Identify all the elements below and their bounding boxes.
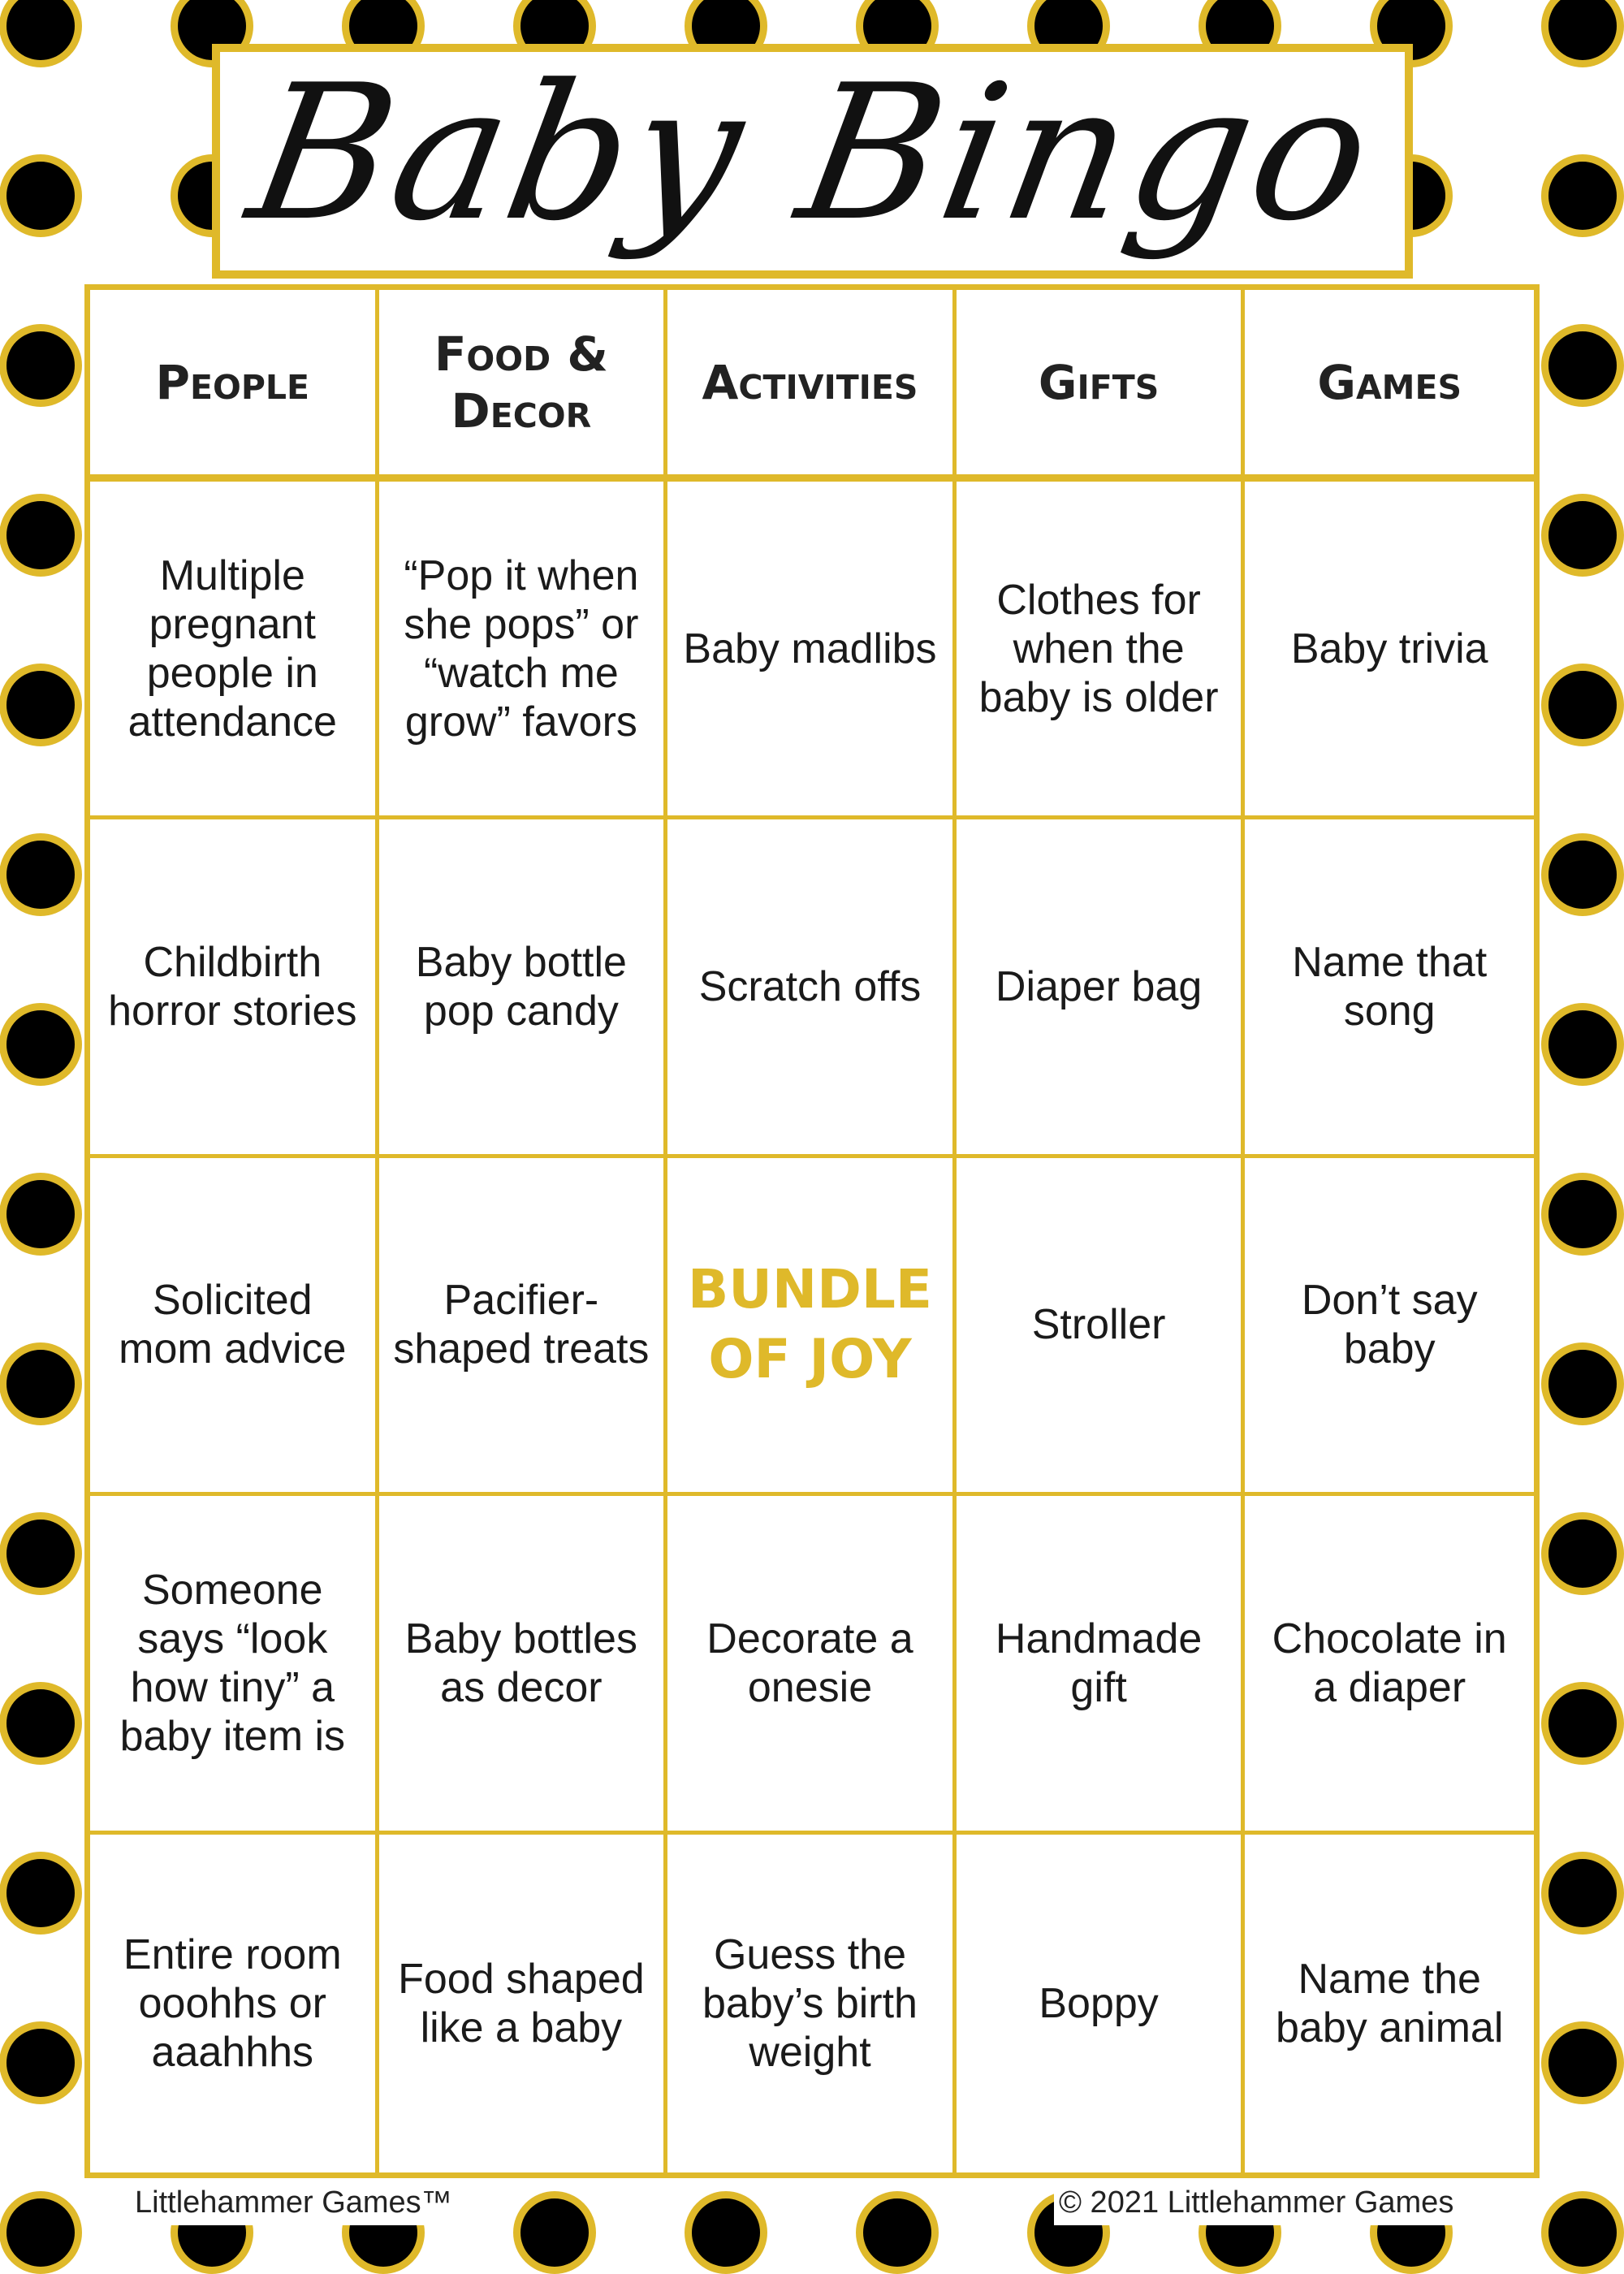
polka-dot (0, 1003, 82, 1086)
bingo-cell[interactable]: Baby bottles as decor (379, 1496, 668, 1834)
polka-dot (1541, 154, 1624, 237)
polka-dot (1541, 1852, 1624, 1935)
polka-dot (1541, 1512, 1624, 1595)
polka-dot (0, 664, 82, 746)
column-header-games: Games (1245, 290, 1534, 482)
bingo-cell[interactable]: Boppy (957, 1835, 1246, 2172)
polka-dot (1541, 1173, 1624, 1256)
polka-dot (0, 1342, 82, 1425)
polka-dot (685, 2191, 767, 2274)
bingo-cell[interactable]: Name the baby animal (1276, 1955, 1504, 2051)
bingo-cell[interactable]: Baby bottle pop candy (379, 819, 668, 1157)
bingo-cell[interactable]: Food shaped like a baby (379, 1835, 668, 2172)
bingo-cell[interactable]: Guess the baby’s birth weight (667, 1835, 957, 2172)
bingo-cell[interactable]: Don’t say baby (1245, 1158, 1534, 1496)
polka-dot (1541, 664, 1624, 746)
polka-dot (1541, 1003, 1624, 1086)
bingo-cell[interactable]: Diaper bag (957, 819, 1246, 1157)
bingo-cell[interactable]: Decorate a onesie (667, 1496, 957, 1834)
polka-dot (0, 1173, 82, 1256)
polka-dot (0, 1682, 82, 1765)
column-header-people: People (90, 290, 379, 482)
bingo-cell[interactable]: Stroller (957, 1158, 1246, 1496)
polka-dot (0, 0, 82, 67)
column-header-activities: Activities (667, 290, 957, 482)
polka-dot (856, 2191, 939, 2274)
bingo-cell[interactable]: Entire room ooohhs or aaahhhs (90, 1835, 379, 2172)
bingo-cell[interactable]: Pacifier-shaped treats (379, 1158, 668, 1496)
footer-brand: Littlehammer Games™ (130, 2180, 457, 2225)
polka-dot (1541, 2021, 1624, 2104)
bingo-cell[interactable]: Chocolate in a diaper (1245, 1496, 1534, 1834)
bingo-cell[interactable]: Clothes for when the baby is older (957, 482, 1246, 819)
polka-dot (1541, 324, 1624, 407)
column-header-food-decor: Food & Decor (379, 290, 668, 482)
bingo-cell[interactable]: Scratch offs (667, 819, 957, 1157)
column-header-gifts: Gifts (957, 290, 1246, 482)
polka-dot (1541, 0, 1624, 67)
page-title: Baby Bingo (235, 45, 1389, 262)
bingo-cell[interactable]: Childbirth horror stories (90, 819, 379, 1157)
polka-dot (0, 2191, 82, 2274)
bingo-cell[interactable]: Someone says “look how tiny” a baby item is (90, 1496, 379, 1834)
polka-dot (0, 324, 82, 407)
bingo-cell[interactable]: Handmade gift (957, 1496, 1246, 1834)
bingo-cell[interactable]: Baby madlibs (667, 482, 957, 819)
polka-dot (0, 494, 82, 577)
bingo-cell[interactable]: Multiple pregnant people in attendance (90, 482, 379, 819)
footer-copyright: © 2021 Littlehammer Games (1054, 2180, 1486, 2225)
bingo-card (84, 284, 1540, 2178)
free-space[interactable]: BUNDLE OF JOY (667, 1158, 957, 1496)
polka-dot (1541, 1342, 1624, 1425)
polka-dot (0, 1852, 82, 1935)
bingo-cell[interactable]: Baby trivia (1245, 482, 1534, 819)
polka-dot (0, 833, 82, 916)
bingo-cell[interactable]: Name that song (1245, 819, 1534, 1157)
polka-dot (513, 2191, 596, 2274)
bingo-cell[interactable]: “Pop it when she pops” or “watch me grow” favors (379, 482, 668, 819)
polka-dot (0, 2021, 82, 2104)
polka-dot (0, 154, 82, 237)
polka-dot (1541, 2191, 1624, 2274)
polka-dot (1541, 833, 1624, 916)
bingo-cell[interactable]: Solicited mom advice (90, 1158, 379, 1496)
polka-dot (1541, 494, 1624, 577)
polka-dot (1541, 1682, 1624, 1765)
polka-dot (0, 1512, 82, 1595)
